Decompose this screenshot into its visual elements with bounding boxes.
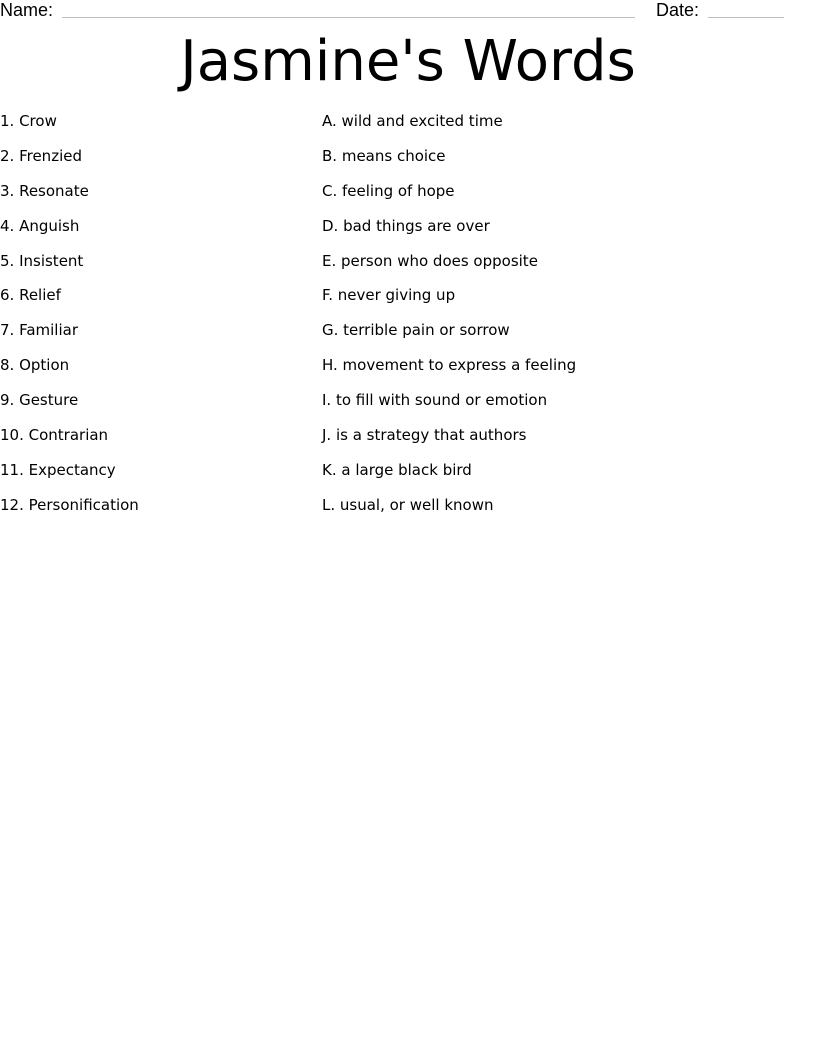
definition-item: E. person who does opposite bbox=[322, 251, 538, 270]
term-item: 5. Insistent bbox=[0, 251, 84, 270]
definition-item: D. bad things are over bbox=[322, 216, 490, 235]
definition-item: J. is a strategy that authors bbox=[322, 426, 527, 445]
definition-item: G. terrible pain or sorrow bbox=[322, 321, 510, 340]
term-item: 11. Expectancy bbox=[0, 460, 116, 479]
term-item: 1. Crow bbox=[0, 112, 57, 130]
term-item: 4. Anguish bbox=[0, 216, 80, 235]
term-item: 6. Relief bbox=[0, 286, 61, 305]
worksheet-header bbox=[0, 0, 816, 22]
term-item: 3. Resonate bbox=[0, 181, 89, 200]
term-item: 9. Gesture bbox=[0, 391, 79, 410]
definition-item: C. feeling of hope bbox=[322, 181, 455, 200]
definition-item: A. wild and excited time bbox=[322, 112, 503, 130]
term-item: 12. Personification bbox=[0, 495, 139, 514]
definition-item: B. means choice bbox=[322, 146, 446, 165]
definition-item: F. never giving up bbox=[322, 286, 456, 305]
definition-item: L. usual, or well known bbox=[322, 495, 494, 514]
definition-item: K. a large black bird bbox=[322, 460, 472, 479]
definition-item: H. movement to express a feeling bbox=[322, 356, 577, 375]
definition-item: I. to fill with sound or emotion bbox=[322, 391, 548, 410]
date-blank-line[interactable] bbox=[708, 17, 784, 18]
term-item: 2. Frenzied bbox=[0, 146, 82, 165]
terms-list bbox=[0, 108, 300, 527]
name-label: Name: bbox=[0, 0, 54, 20]
term-item: 7. Familiar bbox=[0, 321, 78, 340]
term-item: 8. Option bbox=[0, 356, 70, 375]
date-label: Date: bbox=[656, 0, 700, 20]
term-item: 10. Contrarian bbox=[0, 426, 109, 445]
definitions-list bbox=[322, 108, 802, 527]
name-blank-line[interactable] bbox=[62, 17, 635, 18]
page-title: Jasmine's Words bbox=[180, 29, 636, 94]
